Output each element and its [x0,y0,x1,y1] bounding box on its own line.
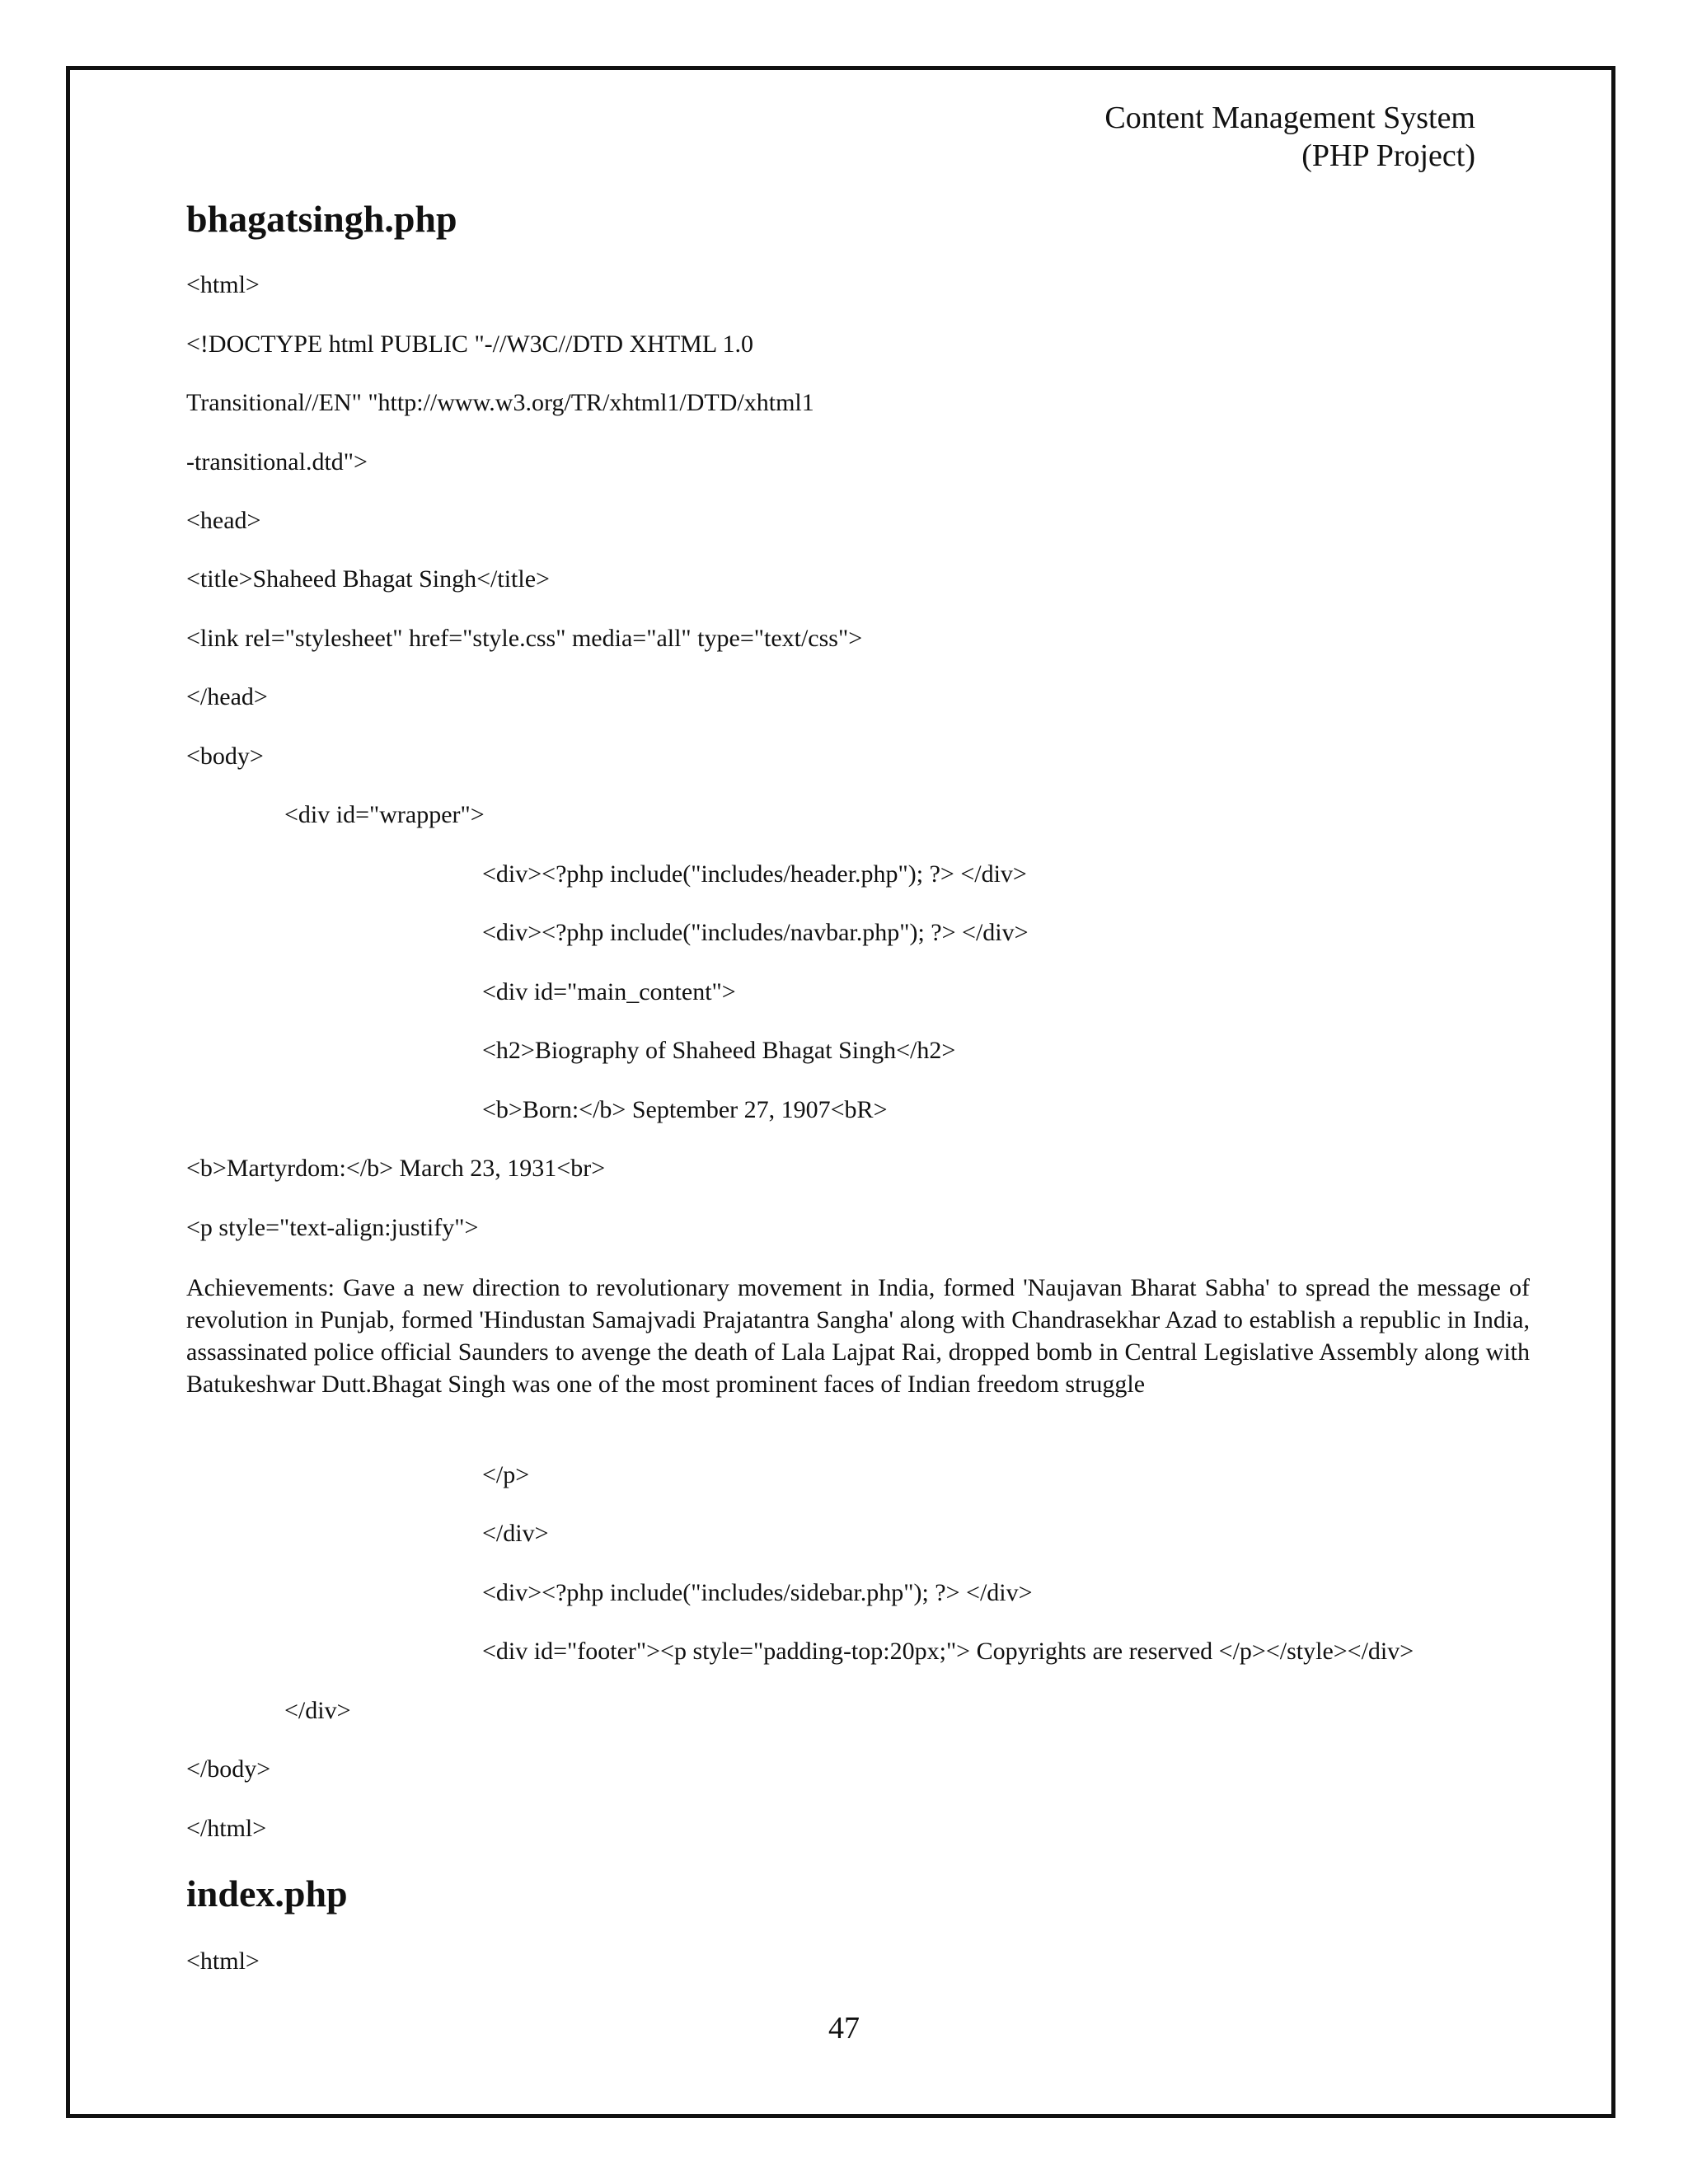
code-line: <div><?php include("includes/sidebar.php"); ?> </div> [482,1579,1033,1606]
file-heading-bhagatsingh: bhagatsingh.php [186,198,457,240]
code-line: <div id="main_content"> [482,978,736,1005]
achievements-paragraph: Achievements: Gave a new direction to revolutionary movement in India, formed 'Naujavan Bharat Sabha' to spread the message of revolution in Punjab, formed 'Hindustan Samajvadi Prajatantra Sangha' along with Chandrasekhar Azad to establish a republic in India, assassinated police official Saunders to avenge the death of Lala Lajpat Rai, dropped bomb in Central Legislative Assembly along with Batukeshwar Dutt.Bhagat Singh was one of the most prominent faces of Indian freedom struggle [186,1274,1530,1398]
code-line: </html> [186,1815,267,1842]
code-line: <h2>Biography of Shaheed Bhagat Singh</h2> [482,1037,956,1064]
code-line: </div> [284,1697,351,1724]
code-line: <div><?php include("includes/header.php"); ?> </div> [482,860,1027,888]
code-line: -transitional.dtd"> [186,448,368,476]
page-number: 47 [828,2011,860,2046]
code-line: <p style="text-align:justify"> [186,1214,479,1241]
code-line: <!DOCTYPE html PUBLIC "-//W3C//DTD XHTML 1.0 [186,330,754,358]
code-line: <html> [186,271,260,298]
running-header [1104,99,1475,175]
page-border [66,66,1615,2118]
code-line: <div id="wrapper"> [284,801,485,828]
code-line: Transitional//EN" "http://www.w3.org/TR/xhtml1/DTD/xhtml1 [186,389,814,416]
code-line: <b>Born:</b> September 27, 1907<bR> [482,1096,888,1123]
code-line: <link rel="stylesheet" href="style.css" media="all" type="text/css"> [186,625,863,652]
code-line: </div> [482,1520,549,1547]
code-line: <div><?php include("includes/navbar.php"); ?> </div> [482,919,1029,946]
header-subtitle: (PHP Project) [1301,138,1475,173]
code-line: <div id="footer"><p style="padding-top:20px;"> Copyrights are reserved </p></style></div> [482,1638,1414,1665]
code-line: </body> [186,1755,271,1783]
code-line: <html> [186,1947,260,1975]
file-heading-index: index.php [186,1872,348,1915]
code-line: </p> [482,1461,530,1488]
code-line: </head> [186,683,268,710]
code-line: <head> [186,507,261,534]
code-line: <b>Martyrdom:</b> March 23, 1931<br> [186,1155,606,1182]
code-line: <body> [186,743,264,770]
code-line: <title>Shaheed Bhagat Singh</title> [186,565,550,593]
header-title: Content Management System [1104,101,1475,135]
